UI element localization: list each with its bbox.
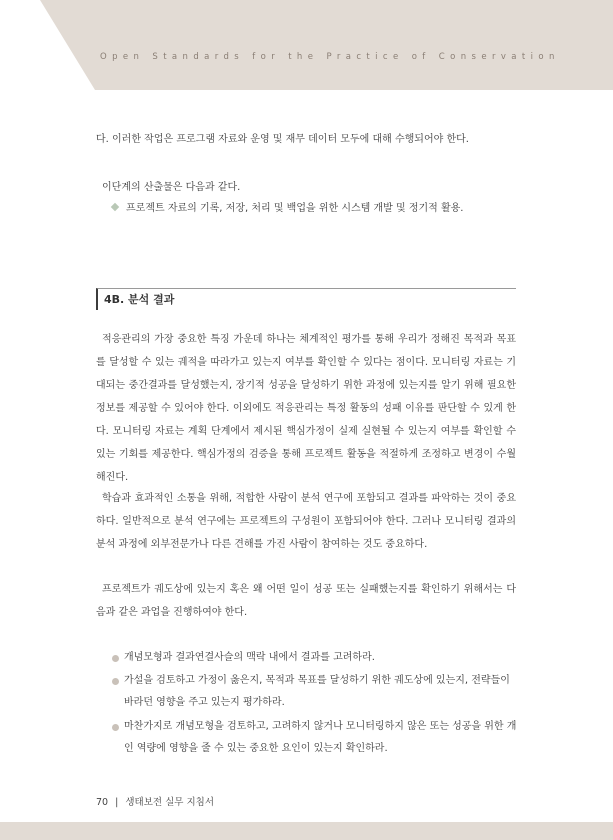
- page-footer: [96, 794, 214, 808]
- task-item: [112, 647, 517, 669]
- circle-bullet-icon: [112, 678, 119, 685]
- continuation-text: 다. 이러한 작업은 프로그램 자료와 운영 및 재무 데이터 모두에 대해 수행되어야 한다.: [96, 134, 469, 145]
- footer-separator: |: [115, 797, 119, 808]
- deliverable-item: [112, 198, 517, 220]
- task-item-text: 개념모형과 결과연결사슬의 맥락 내에서 결과를 고려하라.: [124, 652, 375, 663]
- running-title: Open Standards for the Practice of Conservation: [100, 52, 560, 62]
- circle-bullet-icon: [112, 655, 119, 662]
- paragraph-2: 학습과 효과적인 소통을 위해, 적합한 사람이 분석 연구에 포함되고 결과를 파악하는 것이 중요하다. 일반적으로 분석 연구에는 프로젝트의 구성원이 포함되어야 한다. 그러나 모니터링 결과의 분석 과정에 외부전문가나 다른 견해를 가진 사람이 참여하는 것도 중요하다.: [96, 493, 516, 550]
- footer-band: [0, 822, 613, 840]
- task-item: [112, 670, 517, 714]
- header-shape: [0, 0, 613, 90]
- page-number: 70: [96, 797, 109, 808]
- task-item: [112, 716, 517, 760]
- paragraph-1: 적응관리의 가장 중요한 특징 가운데 하나는 체계적인 평가를 통해 우리가 정해진 목적과 목표를 달성할 수 있는 궤적을 따라가고 있는지 여부를 확인할 수 있다는 점이다. 모니터링 자료는 기대되는 중간결과를 달성했는지, 장기적 성공을 달성하기 위한 과정에 있는지를 알기 위해 필요한 정보를 제공할 수 있어야 한다. 이외에도 적응관리는 특정 활동의 성패 이유를 판단할 수 있게 한다. 모니터링 자료는 계획 단계에서 제시된 핵심가정이 실제 실현될 수 있는지 여부를 확인할 수 있는 기회를 제공한다. 핵심가정의 검증을 통해 프로젝트 활동을 적절하게 조정하고 변경이 수월해진다.: [96, 334, 516, 483]
- circle-bullet-icon: [112, 724, 119, 731]
- deliverables-intro: 이단계의 산출물은 다음과 같다.: [102, 182, 241, 193]
- diamond-bullet-icon: [111, 203, 119, 211]
- paragraph-3: 프로젝트가 궤도상에 있는지 혹은 왜 어떤 일이 성공 또는 실패했는지를 확인하기 위해서는 다음과 같은 과업을 진행하여야 한다.: [96, 584, 516, 618]
- header-band: [0, 0, 613, 90]
- task-item-text: 가설을 검토하고 가정이 옳은지, 목적과 목표를 달성하기 위한 궤도상에 있는지, 전략들이 바라던 영향을 주고 있는지 평가하라.: [124, 675, 510, 708]
- task-item-text: 마찬가지로 개념모형을 검토하고, 고려하지 않거나 모니터링하지 않은 또는 성공을 위한 개인 역량에 영향을 줄 수 있는 중요한 요인이 있는지 확인하라.: [124, 721, 517, 754]
- book-title: 생태보전 실무 지침서: [125, 797, 214, 808]
- section-title: 4B. 분석 결과: [96, 288, 516, 310]
- deliverable-item-text: 프로젝트 자료의 기록, 저장, 처리 및 백업을 위한 시스템 개발 및 정기적 활용.: [126, 203, 464, 214]
